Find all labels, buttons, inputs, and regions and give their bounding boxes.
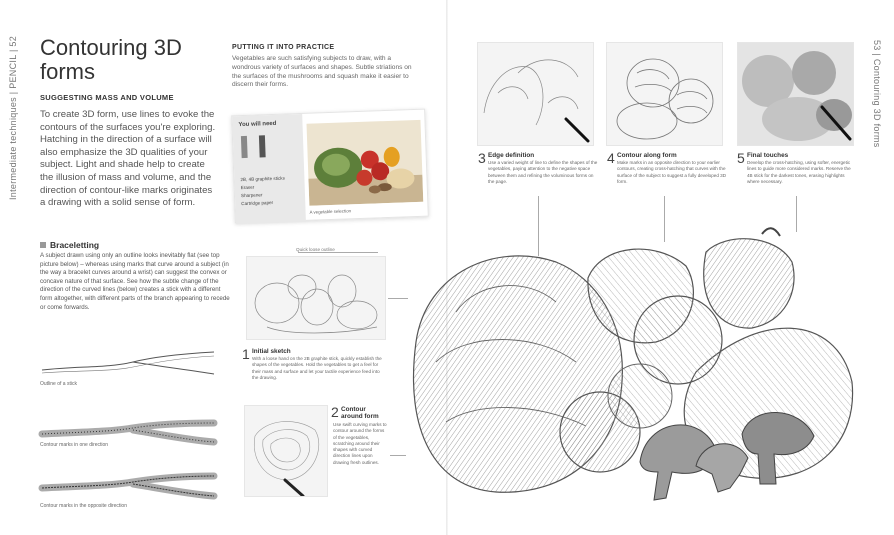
intro-text: To create 3D form, use lines to evoke the contours of the surfaces you're exploring. Hatching in the direction of a surface will also emphasize the 3D qualities of your subject. Light and shade help to create the illusion of mass and volume, and the direction of contour-like marks originates a drawing with a solid sense of form.: [40, 109, 216, 209]
left-running-head: Intermediate techniques | PENCIL | 52: [8, 35, 18, 200]
vegetable-drawing: [396, 222, 858, 518]
practice-body: Vegetables are such satisfying subjects to draw, with a wondrous variety of surfaces and shapes. Subtle striations on the surfaces of the mushrooms and squash make it easier to discern their forms.: [232, 55, 412, 89]
step3-sketch: [477, 42, 594, 146]
need-title: You will need: [238, 120, 277, 129]
step4-number: 4: [607, 150, 615, 166]
quick-outline-caption: Quick loose outline: [296, 247, 335, 252]
stick-outline-drawing: [38, 348, 220, 382]
materials-card: [231, 109, 429, 224]
step2-sketch: [244, 405, 328, 497]
photo-caption: A vegetable selection: [309, 208, 352, 215]
step4-title: Contour along form: [617, 152, 677, 159]
step5-number: 5: [737, 150, 745, 166]
step2-body: Use swift curving marks to contour around the forms of the vegetables, scratching around their shapes with curved direction lines upon drawing fresh outlines.: [333, 422, 387, 465]
graphite-swatch-2b: [241, 136, 248, 158]
caption-opposite-direction: Contour marks in the opposite direction: [40, 503, 127, 509]
page-title: Contouring 3D forms: [40, 35, 182, 84]
step3-body: Use a varied weight of line to define the shapes of the vegetables, paying attention to the negative space between them and refining the voluminous forms on the page.: [488, 160, 598, 184]
step2-title: Contour around form: [341, 406, 379, 420]
bracelet-body: A subject drawn using only an outline looks inevitably flat (see top picture below) – whereas using marks that curve around a subject (in the way a bracelet curves around a wrist) can suggest the convex or concave nature of that surface. See how the subtle change of the direction of the curved lines (below) creates a stick with a different form altogether, with different parts of the branch appearing to recede or come forwards.: [40, 252, 230, 311]
step2-number: 2: [331, 404, 339, 420]
right-running-head: 53 | Contouring 3D forms: [872, 40, 882, 148]
step1-body: With a loose hand on the 2B graphite stick, quickly establish the shapes of the vegetables. Hold the vegetables to get a feel for their mass and surface and let your tactile experience feed into the drawing.: [252, 356, 382, 380]
step1-number: 1: [242, 346, 250, 362]
materials-list: 2B, 4B graphite sticks Eraser Sharpener Cartridge paper: [240, 175, 285, 207]
stick-contour-opposite-drawing: [38, 470, 220, 504]
step5-sketch: [737, 42, 854, 146]
leader-line: [298, 252, 378, 253]
step3-title: Edge definition: [488, 152, 535, 159]
step1-title: Initial sketch: [252, 348, 291, 355]
step5-body: Develop the cross-hatching, using softer, energetic lines to guide more considered marks. Reserve the 4B stick for the darkest tones, erasing highlights where necessary.: [747, 160, 851, 184]
step3-number: 3: [478, 150, 486, 166]
practice-heading: PUTTING IT INTO PRACTICE: [232, 44, 335, 51]
page-subhead: SUGGESTING MASS AND VOLUME: [40, 93, 174, 102]
caption-outline: Outline of a stick: [40, 381, 77, 387]
caption-one-direction: Contour marks in one direction: [40, 442, 109, 448]
step4-sketch: [606, 42, 723, 146]
step1-sketch: [246, 256, 386, 340]
bracelet-heading: Braceletting: [40, 240, 99, 250]
step4-body: Make marks in an opposite direction to your earlier contours, creating cross-hatching that curves with the surface of the subject to suggest a fully developed 3D form.: [617, 160, 727, 184]
square-bullet-icon: [40, 242, 46, 248]
vegetable-photo: [307, 120, 424, 206]
step5-title: Final touches: [747, 152, 789, 159]
graphite-swatch-4b: [259, 135, 266, 157]
